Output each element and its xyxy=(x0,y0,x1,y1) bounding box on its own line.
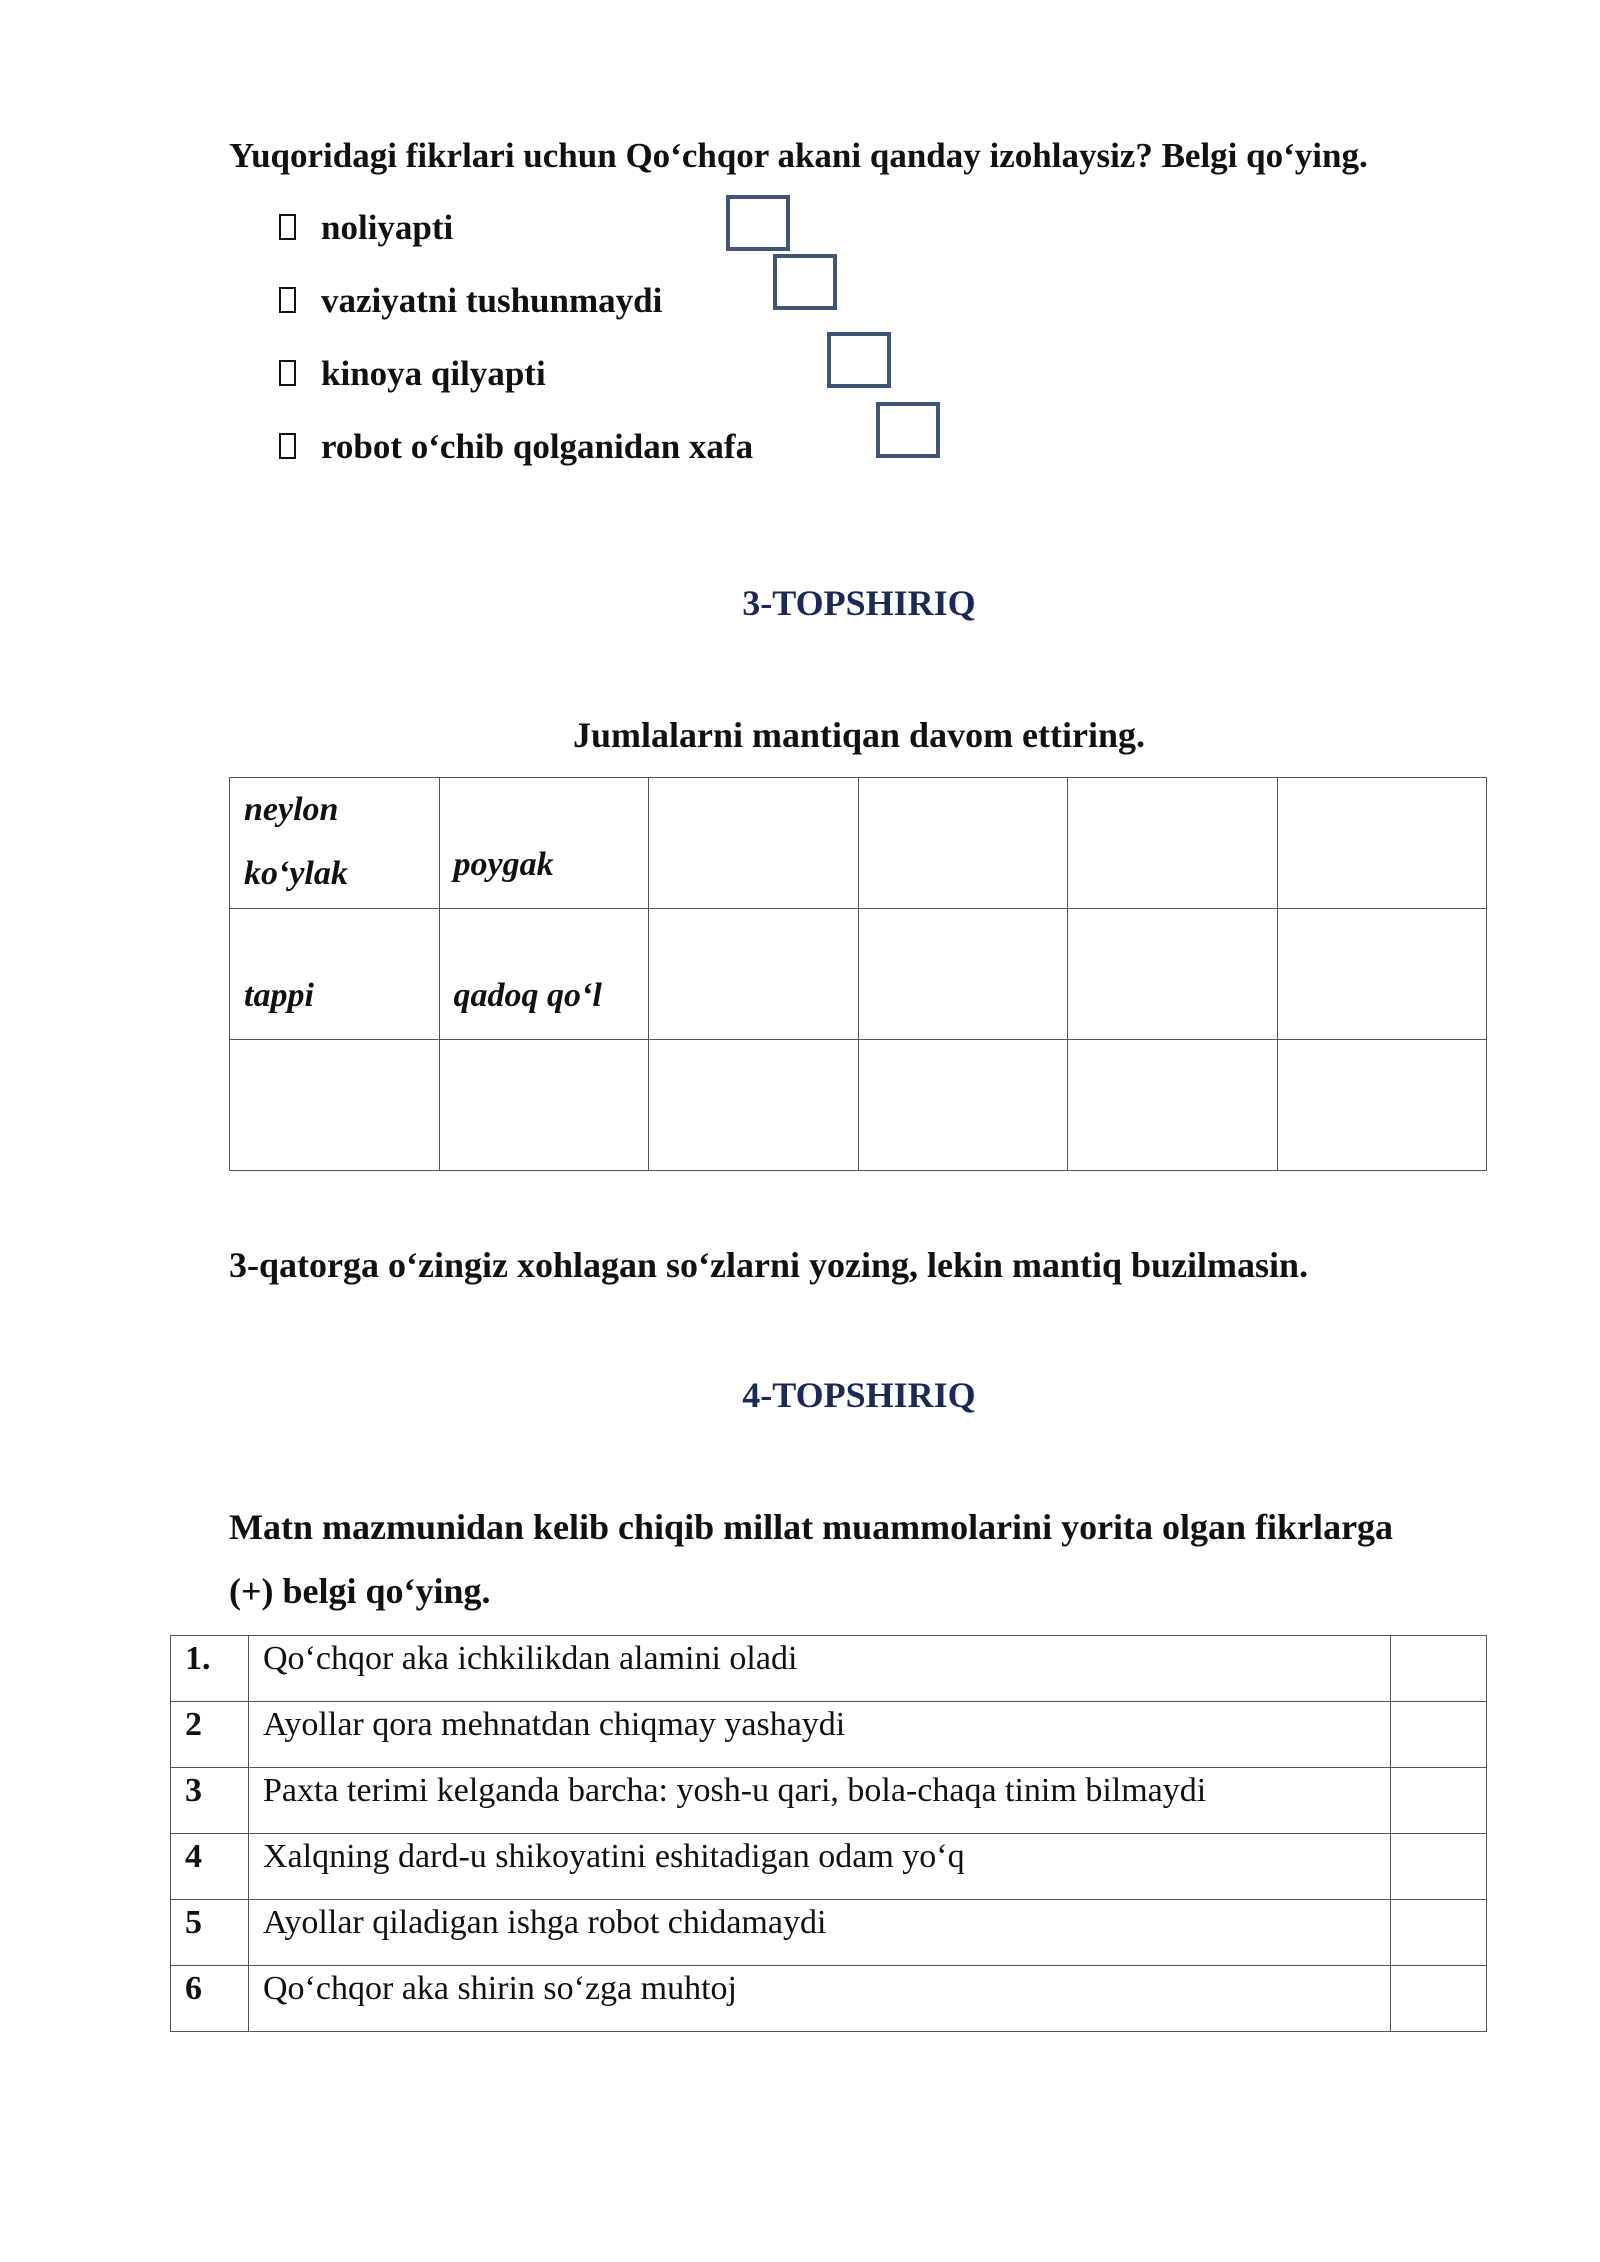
grid-cell[interactable] xyxy=(1277,909,1487,1040)
mark-cell[interactable] xyxy=(1391,1702,1487,1768)
table-row xyxy=(171,1966,1487,2032)
grid-cell[interactable] xyxy=(1068,909,1278,1040)
option-3 xyxy=(279,354,546,394)
grid-cell[interactable] xyxy=(1277,778,1487,909)
task4-instruction-line2: (+) belgi qo‘ying. xyxy=(229,1571,491,1611)
statement-text: Ayollar qora mehnatdan chiqmay yashaydi xyxy=(249,1702,1391,1768)
option-4-checkbox[interactable] xyxy=(876,402,940,458)
option-1-checkbox[interactable] xyxy=(726,195,790,251)
statement-text: Qo‘chqor aka shirin so‘zga muhtoj xyxy=(249,1966,1391,2032)
statements-table xyxy=(170,1635,1487,2032)
statement-text: Paxta terimi kelganda barcha: yosh-u qari, bola-chaqa tinim bilmaydi xyxy=(249,1768,1391,1834)
option-label: vaziyatni tushunmaydi xyxy=(321,281,663,320)
option-4 xyxy=(279,427,753,467)
grid-cell-text: poygak xyxy=(453,846,554,883)
grid-cell[interactable] xyxy=(230,778,440,909)
statement-text: Qo‘chqor aka ichkilikdan alamini oladi xyxy=(249,1636,1391,1702)
bullet-icon xyxy=(279,360,296,386)
table-row xyxy=(230,778,1487,909)
row-number: 6 xyxy=(171,1966,249,2032)
statement-text: Xalqning dard-u shikoyatini eshitadigan odam yo‘q xyxy=(249,1834,1391,1900)
mark-cell[interactable] xyxy=(1391,1636,1487,1702)
row-number: 2 xyxy=(171,1702,249,1768)
grid-cell-text: qadoq qo‘l xyxy=(453,977,602,1014)
mark-cell[interactable] xyxy=(1391,1966,1487,2032)
mark-cell[interactable] xyxy=(1391,1768,1487,1834)
grid-cell[interactable] xyxy=(439,909,649,1040)
row-number: 5 xyxy=(171,1900,249,1966)
table-row xyxy=(171,1768,1487,1834)
word-grid-table xyxy=(229,777,1487,1171)
option-2 xyxy=(279,281,662,321)
table-row xyxy=(230,909,1487,1040)
option-3-checkbox[interactable] xyxy=(827,332,891,388)
grid-cell[interactable] xyxy=(1068,778,1278,909)
table-row xyxy=(171,1900,1487,1966)
option-2-checkbox[interactable] xyxy=(773,254,837,310)
grid-cell[interactable] xyxy=(649,778,859,909)
grid-cell[interactable] xyxy=(858,778,1068,909)
table-row xyxy=(171,1834,1487,1900)
task4-heading: 4-TOPSHIRIQ xyxy=(742,1375,976,1415)
grid-cell[interactable] xyxy=(439,778,649,909)
statement-text: Ayollar qiladigan ishga robot chidamaydi xyxy=(249,1900,1391,1966)
grid-cell[interactable] xyxy=(230,909,440,1040)
grid-cell[interactable] xyxy=(858,1040,1068,1171)
row-number: 3 xyxy=(171,1768,249,1834)
option-label: kinoya qilyapti xyxy=(321,354,546,393)
grid-cell-text: tappi xyxy=(244,977,314,1014)
grid-cell[interactable] xyxy=(1068,1040,1278,1171)
bullet-icon xyxy=(279,214,296,240)
grid-cell[interactable] xyxy=(439,1040,649,1171)
grid-cell[interactable] xyxy=(230,1040,440,1171)
grid-cell[interactable] xyxy=(649,909,859,1040)
row-number: 4 xyxy=(171,1834,249,1900)
grid-cell-text: neylon ko‘ylak xyxy=(244,791,348,892)
option-label: robot o‘chib qolganidan xafa xyxy=(321,427,754,466)
question-title: Yuqoridagi fikrlari uchun Qo‘chqor akani qanday izohlaysiz? Belgi qo‘ying. xyxy=(229,136,1368,175)
mark-cell[interactable] xyxy=(1391,1834,1487,1900)
row-number: 1. xyxy=(171,1636,249,1702)
bullet-icon xyxy=(279,433,296,459)
table-row xyxy=(171,1636,1487,1702)
task3-instruction: Jumlalarni mantiqan davom ettiring. xyxy=(572,715,1146,755)
table-row xyxy=(230,1040,1487,1171)
task3-heading: 3-TOPSHIRIQ xyxy=(742,583,976,623)
task4-instruction-line1: Matn mazmunidan kelib chiqib millat muammolarini yorita olgan fikrlarga xyxy=(229,1507,1394,1547)
option-label: noliyapti xyxy=(321,208,454,247)
option-1 xyxy=(279,208,453,248)
mark-cell[interactable] xyxy=(1391,1900,1487,1966)
grid-cell[interactable] xyxy=(858,909,1068,1040)
grid-cell[interactable] xyxy=(649,1040,859,1171)
bullet-icon xyxy=(279,287,296,313)
grid-cell[interactable] xyxy=(1277,1040,1487,1171)
table-row xyxy=(171,1702,1487,1768)
task3-note: 3-qatorga o‘zingiz xohlagan so‘zlarni yozing, lekin mantiq buzilmasin. xyxy=(229,1245,1309,1285)
